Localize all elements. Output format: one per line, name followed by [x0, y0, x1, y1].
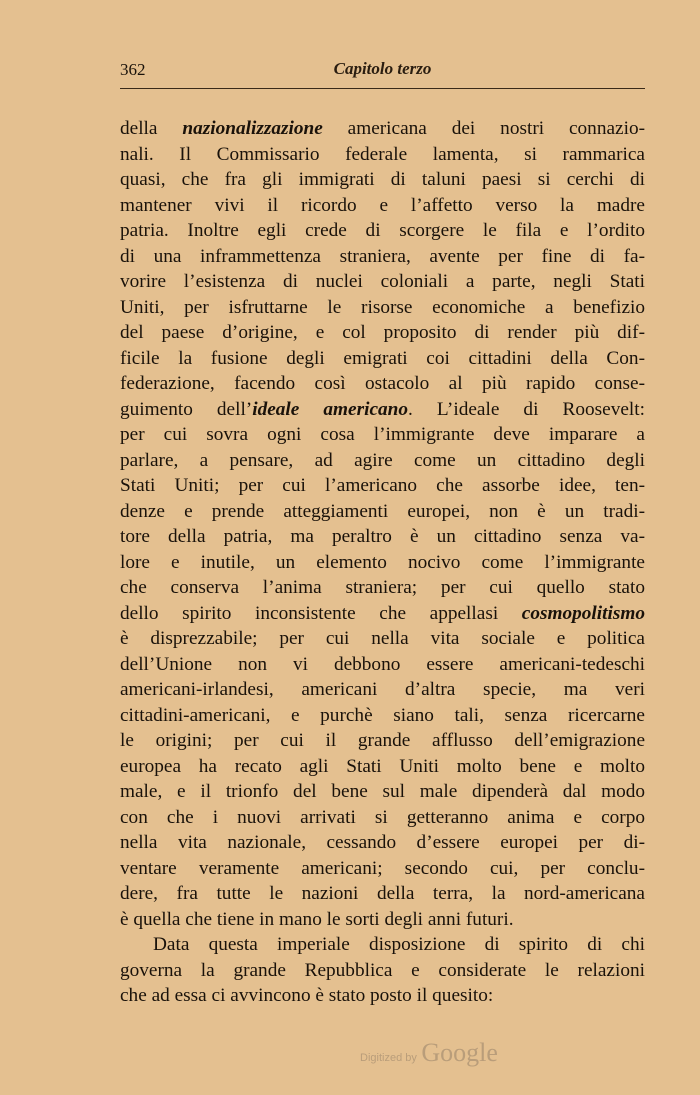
text-line: [120, 575, 645, 601]
text-line: [120, 473, 645, 499]
italic-text: ideale americano: [252, 398, 409, 420]
text-segment: ventare veramente americani; secondo cui, per conclu-: [120, 857, 645, 879]
text-segment: ficile la fusione degli emigrati coi cittadini della Con-: [120, 347, 645, 369]
italic-text: nazionalizzazione: [182, 118, 323, 139]
text-segment: che ad essa ci avvincono è stato posto il quesito:: [120, 985, 494, 1006]
text-line: [120, 677, 645, 703]
text-segment: è quella che tiene in mano le sorti degli anni futuri.: [120, 908, 514, 930]
text-line: [120, 320, 645, 346]
text-line: [120, 626, 645, 652]
text-segment: dere, fra tutte le nazioni della terra, la nord-americana: [120, 883, 645, 904]
text-segment: della: [120, 118, 183, 139]
text-segment: parlare, a pensare, ad agire come un cittadino degli: [120, 449, 645, 471]
text-segment: americani-irlandesi, americani d’altra specie, ma veri: [120, 679, 645, 700]
text-segment: del paese d’origine, e col proposito di render più dif-: [120, 322, 645, 343]
text-line: [120, 550, 645, 576]
text-line: [120, 499, 645, 525]
text-line: [120, 371, 645, 397]
text-line: [120, 397, 645, 423]
italic-text: cosmopolitismo: [521, 602, 645, 624]
text-line: [120, 830, 645, 856]
text-segment: male, e il trionfo del bene sul male dipenderà dal modo: [120, 781, 645, 802]
google-watermark: [360, 1038, 498, 1068]
page-number: 362: [120, 60, 146, 79]
text-segment: governa la grande Repubblica e considerate le relazioni: [120, 959, 645, 981]
text-segment: vorire l’esistenza di nuclei coloniali a parte, negli Stati: [120, 271, 645, 292]
text-line: [120, 422, 645, 448]
text-line: [120, 805, 645, 831]
text-line: [120, 907, 645, 933]
text-segment: dell’Unione non vi debbono essere americani-tedeschi: [120, 653, 645, 675]
text-line: [120, 448, 645, 474]
text-segment: americana dei nostri connazio-: [322, 118, 646, 139]
text-segment: Stati Uniti; per cui l’americano che assorbe idee, ten-: [120, 475, 645, 496]
text-segment: lore e inutile, un elemento nocivo come l’immigrante: [120, 551, 645, 573]
text-line: [120, 193, 645, 219]
text-line: [120, 856, 645, 882]
text-segment: dello spirito inconsistente che appellasi: [120, 602, 522, 624]
text-line: [120, 295, 645, 321]
body-text: [120, 116, 645, 1009]
text-segment: guimento dell’: [120, 398, 253, 420]
text-segment: nali. Il Commissario federale lamenta, si rammarica: [120, 143, 645, 165]
text-line: [120, 218, 645, 244]
text-segment: che conserva l’anima straniera; per cui quello stato: [120, 577, 645, 598]
text-segment: Uniti, per isfruttarne le risorse economiche a benefizio: [120, 296, 645, 318]
text-segment: di una inframmettenza straniera, avente per fine di fa-: [120, 245, 645, 267]
text-line: [120, 116, 645, 142]
text-segment: con che i nuovi arrivati si getteranno anima e corpo: [120, 806, 645, 828]
text-segment: è disprezzabile; per cui nella vita sociale e politica: [120, 628, 645, 649]
text-segment: cittadini-americani, e purchè siano tali, senza ricercarne: [120, 704, 645, 726]
text-segment: denze e prende atteggiamenti europei, non è un tradi-: [120, 500, 645, 522]
text-line: [120, 601, 645, 627]
watermark-brand: Google: [421, 1038, 498, 1067]
text-segment: mantener vivi il ricordo e l’affetto verso la madre: [120, 194, 645, 216]
text-segment: tore della patria, ma peraltro è un cittadino senza va-: [120, 526, 645, 547]
text-segment: quasi, che fra gli immigrati di taluni paesi si cerchi di: [120, 169, 645, 190]
watermark-prefix: Digitized by: [360, 1052, 417, 1064]
header-rule: [120, 88, 645, 89]
text-line: [120, 932, 645, 958]
text-line: [120, 983, 645, 1009]
text-segment: nella vita nazionale, cessando d’essere europei per di-: [120, 832, 645, 853]
text-line: [120, 703, 645, 729]
text-line: [120, 167, 645, 193]
text-line: [120, 728, 645, 754]
text-line: [120, 754, 645, 780]
text-segment: federazione, facendo così ostacolo al più rapido conse-: [120, 373, 645, 394]
text-line: [120, 958, 645, 984]
text-segment: patria. Inoltre egli crede di scorgere le fila e l’ordito: [120, 220, 645, 241]
text-segment: Data questa imperiale disposizione di spirito di chi: [153, 934, 645, 955]
text-line: [120, 881, 645, 907]
running-title: Capitolo terzo: [333, 59, 432, 78]
text-line: [120, 524, 645, 550]
text-line: [120, 652, 645, 678]
text-segment: europea ha recato agli Stati Uniti molto bene e molto: [120, 755, 645, 777]
text-line: [120, 346, 645, 372]
text-line: [120, 779, 645, 805]
text-line: [120, 269, 645, 295]
text-line: [120, 244, 645, 270]
text-segment: . L’ideale di Roosevelt:: [408, 398, 645, 420]
text-line: [120, 142, 645, 168]
text-segment: per cui sovra ogni cosa l’immigrante deve imparare a: [120, 424, 645, 445]
text-segment: le origini; per cui il grande afflusso dell’emigrazione: [120, 730, 645, 751]
